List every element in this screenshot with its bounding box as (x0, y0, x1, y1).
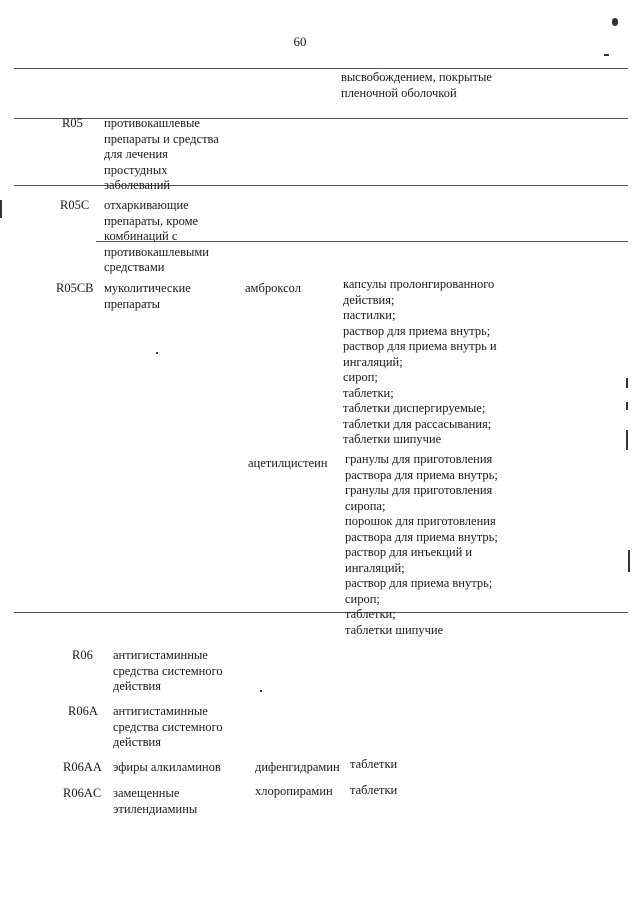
drug-name: амброксол (245, 281, 301, 295)
group-name: антигистаминные средства системного действия (113, 704, 223, 749)
group-name: антигистаминные средства системного действия (113, 648, 223, 693)
atc-code: R05C (60, 198, 90, 212)
group-name: отхаркивающие препараты, кроме комбинаций с противокашлевыми средствами (104, 198, 209, 274)
scan-speck (604, 54, 609, 56)
atc-code: R06 (72, 648, 93, 662)
page-number: 60 (293, 34, 307, 49)
scan-speck (626, 430, 628, 450)
atc-code: R05CB (56, 281, 94, 295)
atc-code: R05 (62, 116, 83, 130)
scan-speck (628, 550, 630, 572)
dosage-forms: гранулы для приготовления раствора для приема внутрь; гранулы для приготовления сиропа; порошок для приготовления раствора для приема внутрь; раствор для инъекций и ингаляций; раствор для приема внутрь; сироп; таблетки; таблетки шипучие (345, 452, 498, 637)
scan-speck (626, 402, 628, 410)
rule-line (14, 68, 628, 69)
drug-name: дифенгидрамин (255, 760, 340, 774)
drug-name: ацетилцистеин (248, 456, 328, 470)
group-name: замещенные этилендиамины (113, 786, 198, 816)
drug-name: хлоропирамин (255, 784, 333, 798)
scan-speck (260, 690, 262, 692)
atc-code: R06A (68, 704, 98, 718)
dosage-forms: капсулы пролонгированного действия; пастилки; раствор для приема внутрь; раствор для приема внутрь и ингаляций; сироп; таблетки; таблетки диспергируемые; таблетки для рассасывания; таблетки шипучие (343, 277, 497, 446)
group-name: эфиры алкиламинов (113, 760, 221, 774)
group-name: муколитические препараты (104, 281, 191, 311)
scan-speck (0, 200, 2, 218)
dosage-forms: таблетки (350, 783, 398, 797)
atc-code: R06AC (63, 786, 102, 800)
scan-speck (626, 378, 628, 388)
scan-speck (612, 18, 618, 26)
continuation-text: высвобождением, покрытые пленочной оболочкой (341, 70, 492, 100)
scan-speck (156, 352, 158, 354)
atc-code: R06AA (63, 760, 102, 774)
dosage-forms: таблетки (350, 757, 398, 771)
rule-line (14, 612, 628, 613)
group-name: противокашлевые препараты и средства для лечения простудных заболеваний (104, 116, 219, 192)
